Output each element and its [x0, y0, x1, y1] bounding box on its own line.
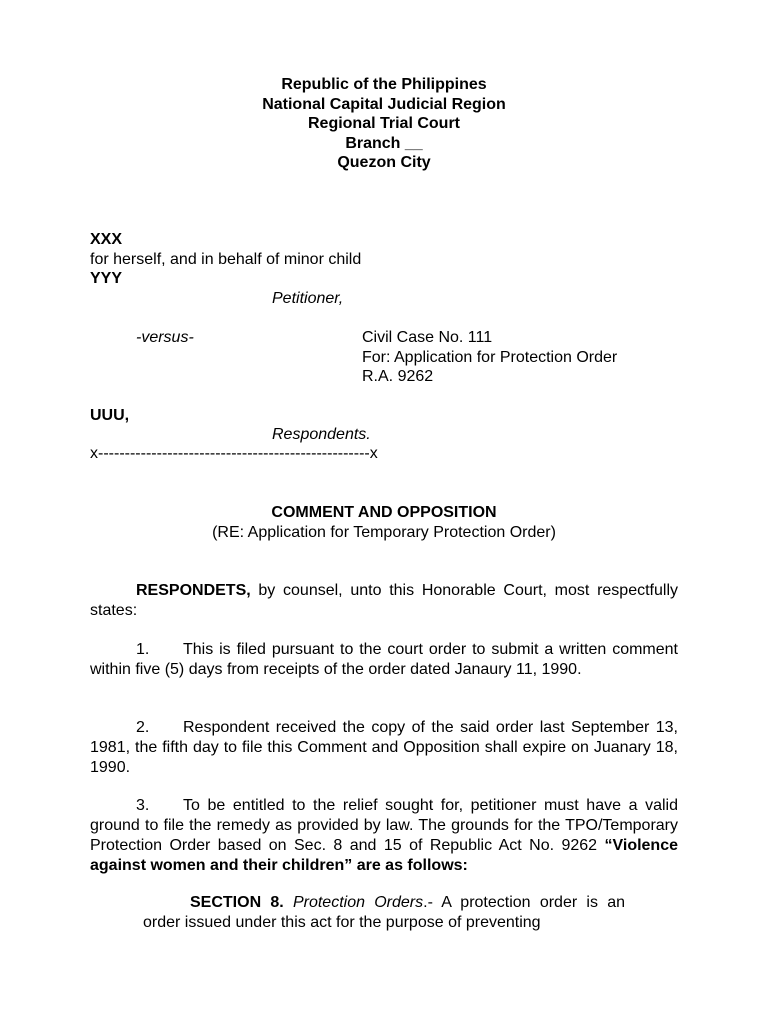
paragraph-2	[90, 718, 678, 778]
child-name: YYY	[90, 270, 123, 287]
caption-divider: x---------------------------------------------------x	[90, 445, 378, 462]
case-ra: R.A. 9262	[362, 368, 434, 385]
versus-label: -versus-	[136, 329, 194, 346]
document-subtitle: (RE: Application for Temporary Protection Order)	[212, 524, 556, 541]
case-number: Civil Case No. 111	[362, 329, 493, 346]
header-court: Regional Trial Court	[307, 115, 460, 132]
document-title: COMMENT AND OPPOSITION	[271, 504, 497, 521]
intro-lead: RESPONDETS,	[136, 582, 251, 599]
intro-paragraph	[90, 581, 678, 621]
header-city: Quezon City	[337, 154, 431, 171]
paragraph-3	[90, 796, 678, 876]
paragraph-1	[90, 640, 678, 680]
section-title: Protection Orders	[292, 894, 424, 911]
paragraph-3-bold-tail: “Violence against women and their children” are as follows:	[90, 837, 678, 874]
case-for: For: Application for Protection Order	[362, 349, 618, 366]
behalf-text: for herself, and in behalf of minor child	[90, 251, 362, 268]
header-branch: Branch __	[345, 134, 423, 152]
section-8-excerpt	[143, 893, 625, 933]
paragraph-3-number: 3.	[136, 797, 150, 814]
paragraph-2-text: Respondent received the copy of the said order last September 13, 1981, the fifth day to file this Comment and Opposition shall expire on Juanary 18, 1990.	[90, 719, 678, 776]
respondent-label: Respondents.	[272, 426, 371, 443]
header-region: National Capital Judicial Region	[262, 95, 506, 113]
header-republic: Republic of the Philippines	[281, 76, 487, 93]
intro-text: by counsel, unto this Honorable Court, most respectfully states:	[90, 582, 678, 619]
court-header	[0, 75, 768, 173]
paragraph-1-text: This is filed pursuant to the court order to submit a written comment within five (5) days from receipts of the order dated Janaury 11, 1990.	[90, 641, 678, 678]
petitioner-name: XXX	[90, 231, 123, 248]
paragraph-1-number: 1.	[136, 641, 150, 658]
respondent-name: UUU,	[90, 407, 130, 424]
section-label: SECTION 8.	[190, 894, 284, 911]
petitioner-label: Petitioner,	[272, 290, 344, 307]
section-text: .- A protection order is an order issued under this act for the purpose of preventing	[143, 894, 625, 931]
paragraph-2-number: 2.	[136, 719, 150, 736]
paragraph-3-text: To be entitled to the relief sought for, petitioner must have a valid ground to file the remedy as provided by law. The grounds for the TPO/Temporary Protection Order based on Sec. 8 and 15 of Republic Act No. 9262	[90, 797, 678, 854]
